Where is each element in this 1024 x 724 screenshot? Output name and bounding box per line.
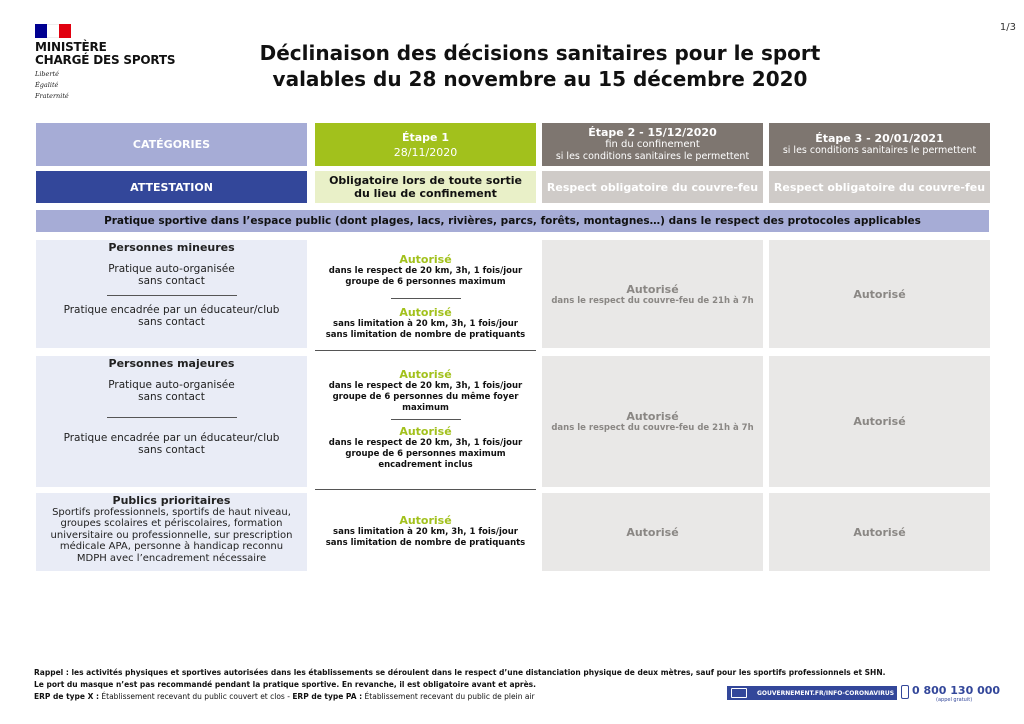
mineurs-e3-title: Autorisé <box>853 287 906 301</box>
motto-fraternite: Fraternité <box>35 92 69 100</box>
mineurs-e1b-title: Autorisé <box>399 306 452 319</box>
footer-line2: Le port du masque n’est pas recommandé pendant la pratique sportive. En revanche, il est obligatoire avant et après. <box>34 680 536 689</box>
mineurs-e1a-line1: dans le respect de 20 km, 3h, 1 fois/jour <box>328 266 523 276</box>
mineurs-practice2-line2: sans contact <box>138 316 205 328</box>
prioritaires-e1-title: Autorisé <box>399 514 452 527</box>
categories-header <box>36 123 307 166</box>
erp-x-label: ERP de type X : <box>34 692 100 701</box>
mineurs-practice1-line2: sans contact <box>138 275 205 287</box>
banner-text: Pratique sportive dans l’espace public (dont plages, lacs, rivières, parcs, forêts, montagnes…) dans le respect des protocoles applicables <box>104 215 921 227</box>
mineurs-e2-title: Autorisé <box>626 282 679 296</box>
document-title <box>240 40 840 92</box>
mineurs-e1b-line1: sans limitation à 20 km, 3h, 1 fois/jour <box>333 319 518 329</box>
mineurs-heading: Personnes mineures <box>108 241 235 254</box>
row-divider <box>315 350 536 351</box>
page-number: 1/3 <box>999 22 1016 33</box>
mineurs-e1a-line2: groupe de 6 personnes maximum <box>345 277 506 287</box>
prioritaires-line4: médicale APA, personne à handicap reconnu <box>59 541 284 552</box>
mineurs-practice2-line1: Pratique encadrée par un éducateur/club <box>63 304 280 316</box>
title-line1: Déclinaison des décisions sanitaires pour le sport <box>259 41 821 65</box>
etape2-subtitle1: fin du confinement <box>605 138 700 150</box>
etape1-title: Étape 1 <box>401 130 449 144</box>
prioritaires-e1-line1: sans limitation à 20 km, 3h, 1 fois/jour <box>333 527 518 537</box>
footer-line1: Rappel : les activités physiques et sportives autorisées dans les établissements se déroulent dans le respect d’une distanciation physique de deux mètres, sauf pour les sportifs professionnels et SHN. <box>34 668 886 677</box>
row-majeurs-etape3 <box>769 356 990 487</box>
majeurs-practice1-line1: Pratique auto-organisée <box>108 379 235 391</box>
separator <box>107 295 237 296</box>
row-prioritaires-etape3 <box>769 493 990 571</box>
row-majeurs-etape1 <box>315 356 536 487</box>
majeurs-e1b-line1: dans le respect de 20 km, 3h, 1 fois/jour <box>328 438 523 448</box>
prioritaires-e2-title: Autorisé <box>626 525 679 539</box>
majeurs-practice1-line2: sans contact <box>138 391 205 403</box>
mineurs-e2-sub: dans le respect du couvre-feu de 21h à 7h <box>551 295 754 306</box>
etape3-title: Étape 3 - 20/01/2021 <box>815 131 944 145</box>
row-mineurs-category <box>36 240 307 348</box>
majeurs-e1a-line3: maximum <box>402 403 449 413</box>
majeurs-heading: Personnes majeures <box>108 357 235 370</box>
majeurs-e1a-line1: dans le respect de 20 km, 3h, 1 fois/jour <box>328 381 523 391</box>
mineurs-e1b-line2: sans limitation de nombre de pratiquants <box>325 330 526 340</box>
erp-x-text: Établissement recevant du public couvert et clos - <box>99 692 293 701</box>
separator <box>391 419 461 420</box>
mineurs-e1a-title: Autorisé <box>399 253 452 266</box>
majeurs-e2-title: Autorisé <box>626 410 679 423</box>
majeurs-e3-title: Autorisé <box>853 415 906 428</box>
public-space-banner <box>36 210 989 232</box>
majeurs-practice2-line1: Pratique encadrée par un éducateur/club <box>63 432 280 444</box>
categories-label: CATÉGORIES <box>132 138 211 151</box>
attestation-etape3 <box>769 171 990 203</box>
hotline-note: (appel gratuit) <box>936 697 973 703</box>
attestation-etape2 <box>542 171 763 203</box>
motto-liberte: Liberté <box>35 70 59 78</box>
ministry-name-line1: MINISTÈRE <box>35 40 107 54</box>
attestation-etape1 <box>315 171 536 203</box>
ministry-name-line2: CHARGÉ DES SPORTS <box>35 53 176 67</box>
erp-pa-label: ERP de type PA : <box>292 692 363 701</box>
row-prioritaires-category <box>36 493 307 571</box>
marianne-flag-icon <box>35 24 71 38</box>
separator <box>107 417 237 418</box>
motto-egalite: Égalité <box>35 81 59 89</box>
majeurs-e1a-line2: groupe de 6 personnes du même foyer <box>332 392 519 402</box>
majeurs-e2-sub: dans le respect du couvre-feu de 21h à 7h <box>551 423 754 433</box>
title-line2: valables du 28 novembre au 15 décembre 2020 <box>272 67 808 91</box>
row-prioritaires-etape2 <box>542 493 763 571</box>
prioritaires-line1: Sportifs professionnels, sportifs de haut niveau, <box>52 506 291 518</box>
etape1-header <box>315 123 536 166</box>
majeurs-e1b-line3: encadrement inclus <box>378 460 473 470</box>
laptop-icon <box>731 688 747 698</box>
prioritaires-line5: MDPH avec l’encadrement nécessaire <box>76 552 267 564</box>
row-majeurs-category <box>36 356 307 487</box>
phone-icon <box>901 685 909 699</box>
gov-info-link[interactable] <box>727 686 897 700</box>
ministry-logo <box>35 24 195 100</box>
attestation-header <box>36 171 307 203</box>
prioritaires-e3-title: Autorisé <box>853 525 906 539</box>
etape3-header <box>769 123 990 166</box>
row-majeurs-etape2 <box>542 356 763 487</box>
majeurs-e1b-line2: groupe de 6 personnes maximum <box>345 449 506 459</box>
majeurs-practice2-line2: sans contact <box>138 444 205 456</box>
attestation-etape2-text: Respect obligatoire du couvre-feu <box>546 180 759 194</box>
etape1-date: 28/11/2020 <box>393 145 458 159</box>
majeurs-e1b-title: Autorisé <box>399 425 452 438</box>
erp-pa-text: Établissement recevant du public de plein air <box>362 692 535 701</box>
mineurs-practice1-line1: Pratique auto-organisée <box>108 263 235 275</box>
etape2-header <box>542 123 763 166</box>
row-divider <box>315 489 536 490</box>
prioritaires-e1-line2: sans limitation de nombre de pratiquants <box>325 538 526 548</box>
prioritaires-line2: groupes scolaires et périscolaires, formation <box>60 518 283 529</box>
attestation-etape1-line1: Obligatoire lors de toute sortie <box>329 174 522 187</box>
attestation-etape3-text: Respect obligatoire du couvre-feu <box>773 180 986 194</box>
separator <box>391 298 461 299</box>
etape2-subtitle2: si les conditions sanitaires le permettent <box>555 150 750 162</box>
attestation-label: ATTESTATION <box>130 180 213 194</box>
etape2-title: Étape 2 - 15/12/2020 <box>588 125 717 139</box>
etape3-subtitle: si les conditions sanitaires le permettent <box>782 144 977 156</box>
row-mineurs-etape1 <box>315 240 536 348</box>
prioritaires-line3: universitaire ou professionnelle, sur prescription <box>50 529 293 541</box>
row-prioritaires-etape1 <box>315 493 536 571</box>
attestation-etape1-line2: du lieu de confinement <box>354 187 497 200</box>
gov-info-link-text[interactable]: GOUVERNEMENT.FR/INFO-CORONAVIRUS <box>757 689 895 697</box>
majeurs-e1a-title: Autorisé <box>399 368 452 381</box>
prioritaires-heading: Publics prioritaires <box>112 494 231 507</box>
hotline-number[interactable]: 0 800 130 000 <box>912 684 1001 697</box>
row-mineurs-etape2 <box>542 240 763 348</box>
row-mineurs-etape3 <box>769 240 990 348</box>
